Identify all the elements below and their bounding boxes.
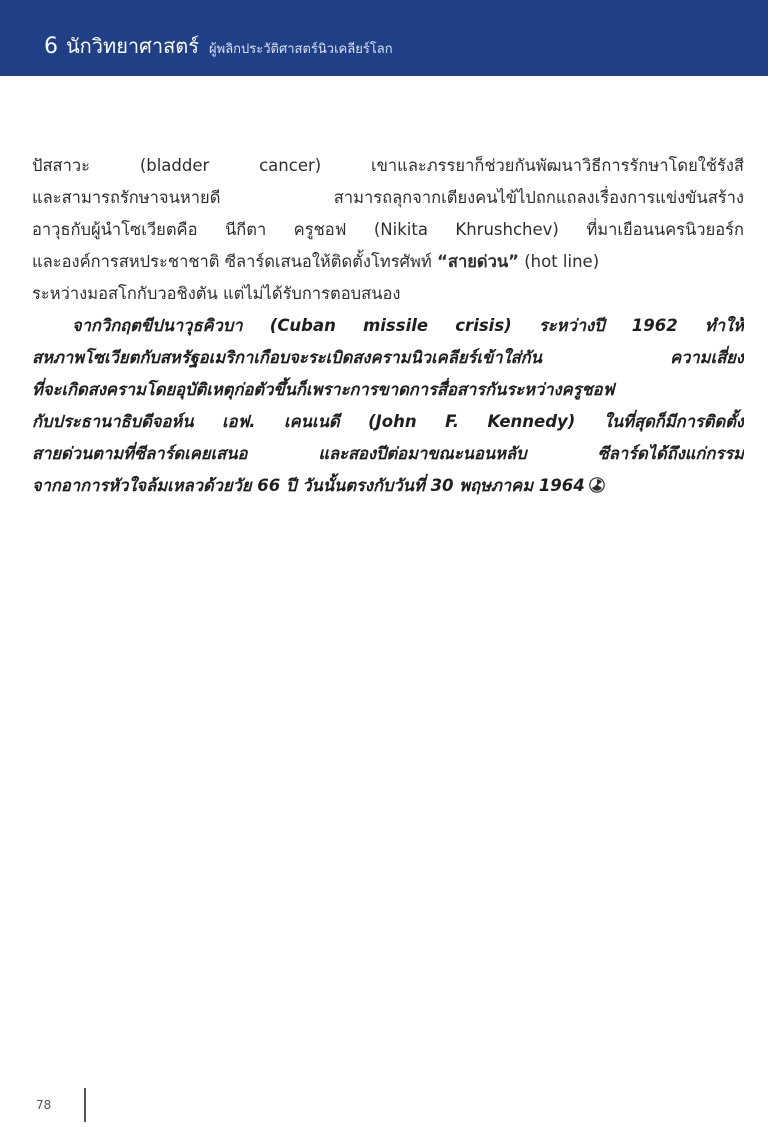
text-line: ปัสสาวะ (bladder cancer) เขาและภรรยาก็ช่วยกันพัฒนาวิธีการรักษาโดยใช้รังสี: [32, 156, 744, 175]
paragraph-regular: [32, 150, 744, 310]
text-segment: จากอาการหัวใจล้มเหลวด้วยวัย 66 ปี วันนั้นตรงกับวันที่ 30 พฤษภาคม 1964: [32, 476, 585, 495]
text-segment: (hot line): [518, 252, 600, 271]
chapter-title: นักวิทยาศาสตร์: [66, 34, 200, 58]
radiation-icon: [589, 472, 605, 488]
text-line: สหภาพโซเวียตกับสหรัฐอเมริกาเกือบจะระเบิดสงครามนิวเคลียร์เข้าใส่กัน ความเสี่ยง: [32, 348, 744, 367]
chapter-number: 6: [44, 34, 58, 59]
text-line: จากวิกฤตขีปนาวุธคิวบา (Cuban missile crisis) ระหว่างปี 1962 ทำให้: [72, 316, 744, 335]
page-body: [32, 150, 744, 502]
page-number-divider: [84, 1088, 86, 1122]
text-line: ระหว่างมอสโกกับวอชิงตัน แต่ไม่ได้รับการตอบสนอง: [32, 284, 401, 303]
chapter-header-band: [0, 0, 768, 76]
text-line: [32, 470, 744, 502]
chapter-header: [44, 30, 748, 62]
text-segment: และองค์การสหประชาชาติ ซีลาร์ดเสนอให้ติดตั้งโทรศัพท์: [32, 252, 438, 271]
text-line: อาวุธกับผู้นำโซเวียตคือ นีกีตา ครูชอฟ (Nikita Khrushchev) ที่มาเยือนนครนิวยอร์ก: [32, 220, 744, 239]
book-subtitle: ผู้พลิกประวัติศาสตร์นิวเคลียร์โลก: [209, 42, 393, 57]
text-line: [32, 246, 744, 278]
paragraph-emphasis: [32, 310, 744, 502]
text-line: และสามารถรักษาจนหายดี สามารถลุกจากเตียงคนไข้ไปถกแถลงเรื่องการแข่งขันสร้าง: [32, 188, 744, 207]
text-line: ที่จะเกิดสงครามโดยอุบัติเหตุก่อตัวขึ้นก็เพราะการขาดการสื่อสารกันระหว่างครูชอฟ: [32, 380, 615, 399]
text-line: กับประธานาธิบดีจอห์น เอฟ. เคนเนดี (John F. Kennedy) ในที่สุดก็มีการติดตั้ง: [32, 412, 744, 431]
hotline-term: “สายด่วน”: [437, 252, 519, 271]
page-number: 78: [36, 1098, 52, 1112]
text-line: สายด่วนตามที่ซีลาร์ดเคยเสนอ และสองปีต่อมาขณะนอนหลับ ซีลาร์ดได้ถึงแก่กรรม: [32, 444, 744, 463]
